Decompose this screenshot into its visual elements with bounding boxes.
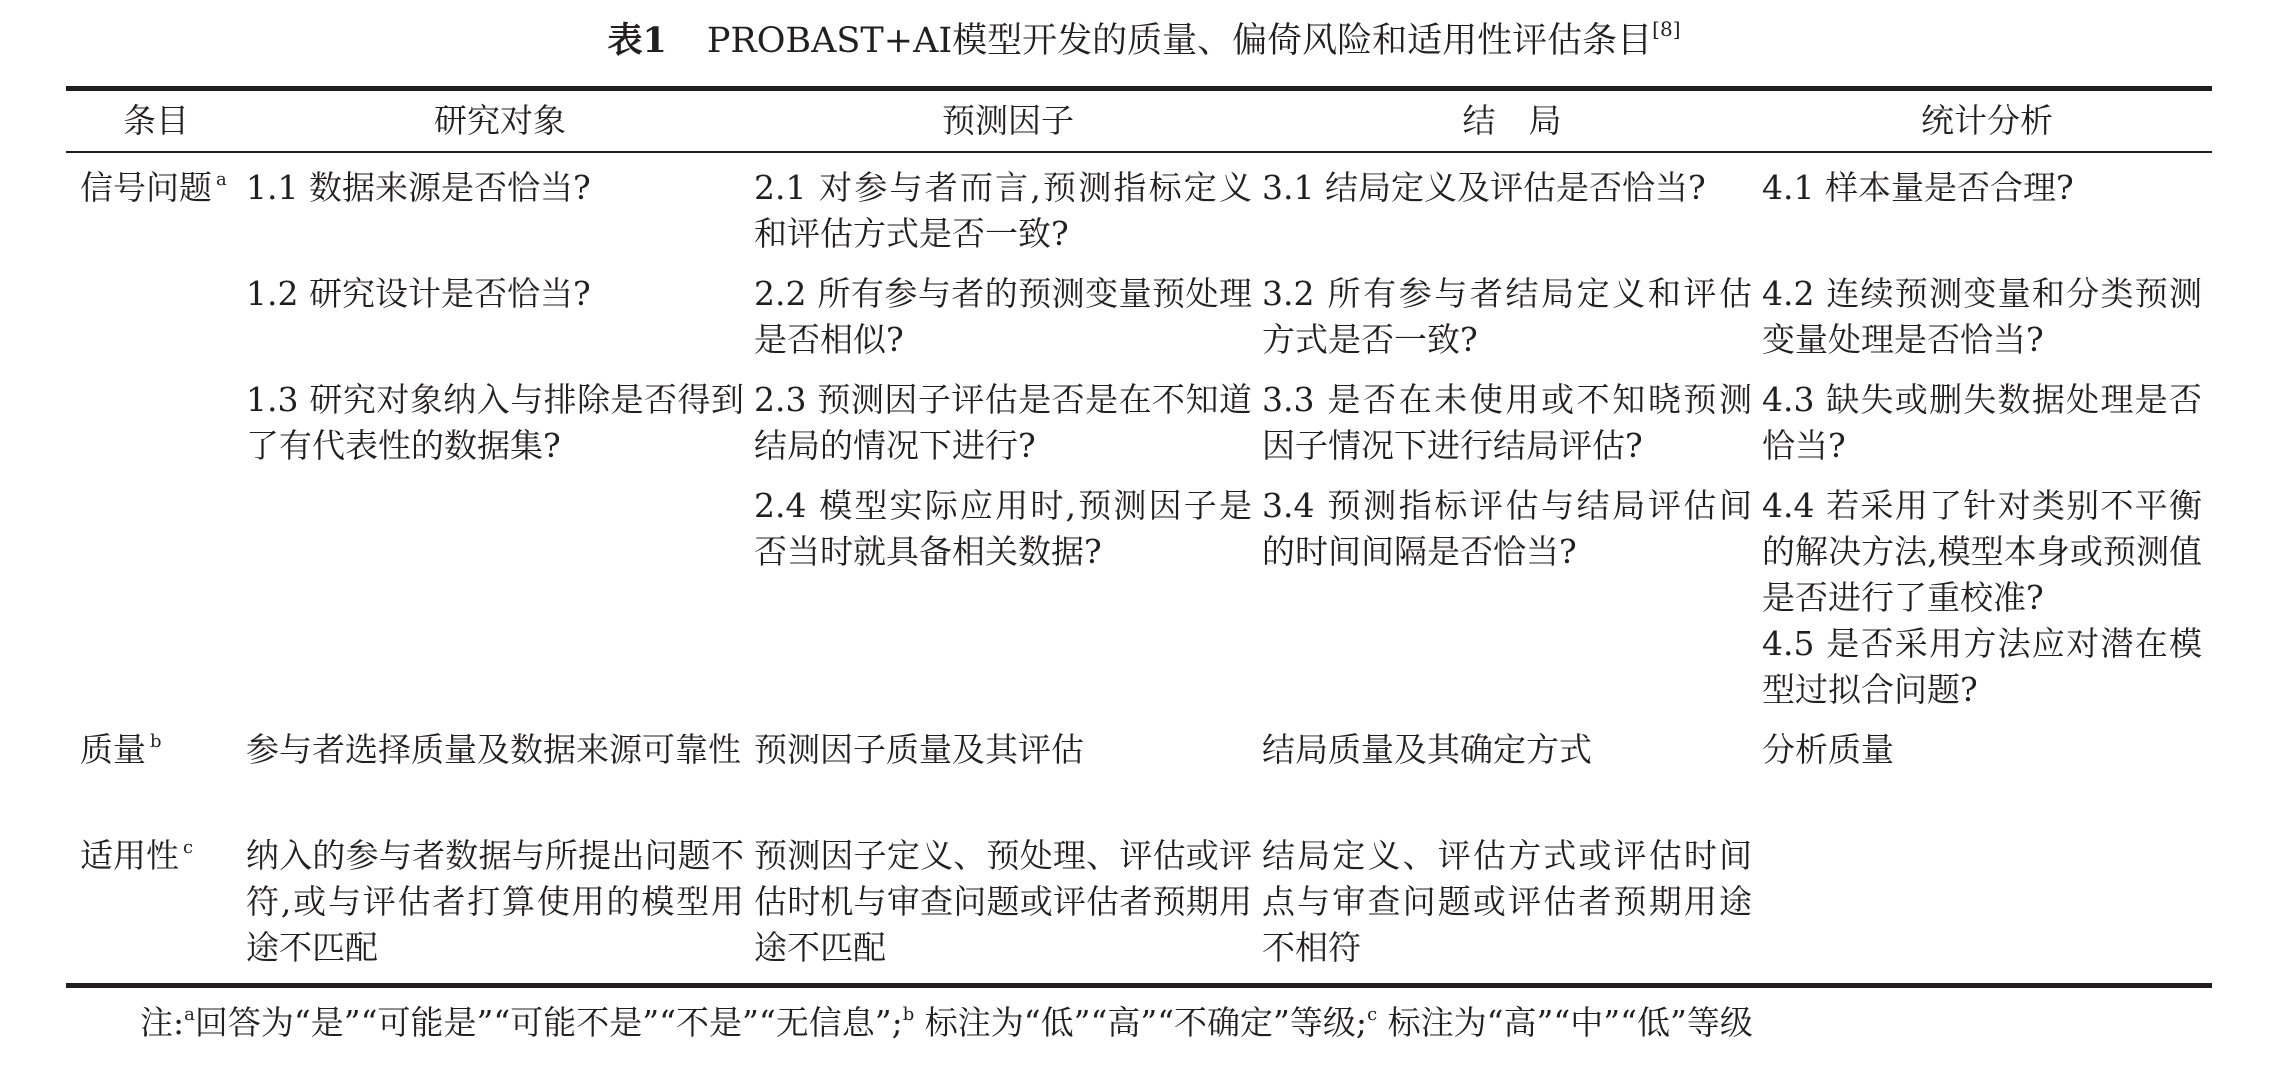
header-row	[66, 89, 2212, 153]
cell-predictors: 预测因子质量及其评估	[754, 730, 1084, 769]
table-title: PROBAST+AI模型开发的质量、偏倚风险和适用性评估条目	[706, 21, 1653, 61]
cell-analysis: 分析质量	[1762, 730, 1894, 769]
table-footnote: 注:$^a$回答为“是”“可能是”“可能不是”“不是”“无信息”;$^b$ 标注为“低”“高”“不确定”等级;$^c$ 标注为“高”“中”“低”等级	[140, 1003, 1753, 1042]
cell-outcome: 3.4 预测指标评估与结局评估间的时间间隔是否恰当?	[1262, 486, 1752, 571]
cell-outcome: 结局定义、评估方式或评估时间点与审查问题或评估者预期用途不相符	[1262, 836, 1752, 967]
cell-predictors: 2.3 预测因子评估是否是在不知道结局的情况下进行?	[754, 380, 1252, 465]
cell-outcome: 3.1 结局定义及评估是否恰当?	[1262, 168, 1706, 207]
cell-analysis: 4.5 是否采用方法应对潜在模型过拟合问题?	[1762, 624, 2202, 709]
cell-predictors: 2.4 模型实际应用时,预测因子是否当时就具备相关数据?	[754, 486, 1252, 571]
cell-empty	[246, 621, 754, 727]
table-row	[66, 152, 2212, 271]
header-item: 条目	[66, 89, 246, 153]
cell-outcome: 3.2 所有参与者结局定义和评估方式是否一致?	[1262, 274, 1752, 359]
cell-empty	[66, 377, 246, 483]
table-number: 表1	[607, 20, 667, 61]
row-label-signal: 信号问题 $^a$	[80, 168, 227, 207]
cell-participants: 1.3 研究对象纳入与排除是否得到了有代表性的数据集?	[246, 380, 744, 465]
table-row	[66, 727, 2212, 833]
cell-participants: 参与者选择质量及数据来源可靠性	[246, 730, 741, 769]
cell-analysis: 4.1 样本量是否合理?	[1762, 168, 2074, 207]
cell-participants: 纳入的参与者数据与所提出问题不符,或与评估者打算使用的模型用途不匹配	[246, 836, 744, 967]
cell-predictors: 预测因子定义、预处理、评估或评估时机与审查问题或评估者预期用途不匹配	[754, 836, 1252, 967]
cell-predictors: 2.2 所有参与者的预测变量预处理是否相似?	[754, 274, 1252, 359]
header-analysis: 统计分析	[1762, 89, 2212, 153]
cell-analysis: 4.3 缺失或删失数据处理是否恰当?	[1762, 380, 2202, 465]
table-row	[66, 377, 2212, 483]
table-row	[66, 271, 2212, 377]
header-participants: 研究对象	[246, 89, 754, 153]
cell-empty	[246, 483, 754, 621]
cell-analysis: 4.4 若采用了针对类别不平衡的解决方法,模型本身或预测值是否进行了重校准?	[1762, 486, 2202, 617]
cell-participants: 1.2 研究设计是否恰当?	[246, 274, 591, 313]
assessment-table	[66, 86, 2212, 988]
header-outcome: 结 局	[1262, 89, 1762, 153]
table-caption	[0, 16, 2288, 66]
table-row	[66, 621, 2212, 727]
cell-participants: 1.1 数据来源是否恰当?	[246, 168, 591, 207]
table-row	[66, 483, 2212, 621]
row-label-quality: 质量 $^b$	[80, 730, 162, 769]
citation-ref: [8]	[1652, 17, 1681, 41]
cell-analysis	[1762, 833, 2212, 986]
cell-empty	[66, 483, 246, 621]
cell-empty	[66, 621, 246, 727]
cell-empty	[1262, 621, 1762, 727]
cell-analysis: 4.2 连续预测变量和分类预测变量处理是否恰当?	[1762, 274, 2202, 359]
cell-outcome: 结局质量及其确定方式	[1262, 730, 1592, 769]
cell-predictors: 2.1 对参与者而言,预测指标定义和评估方式是否一致?	[754, 168, 1252, 253]
table-row	[66, 833, 2212, 986]
cell-empty	[754, 621, 1262, 727]
cell-empty	[66, 271, 246, 377]
header-predictors: 预测因子	[754, 89, 1262, 153]
row-label-applicability: 适用性 $^c$	[80, 836, 194, 875]
cell-outcome: 3.3 是否在未使用或不知晓预测因子情况下进行结局评估?	[1262, 380, 1752, 465]
